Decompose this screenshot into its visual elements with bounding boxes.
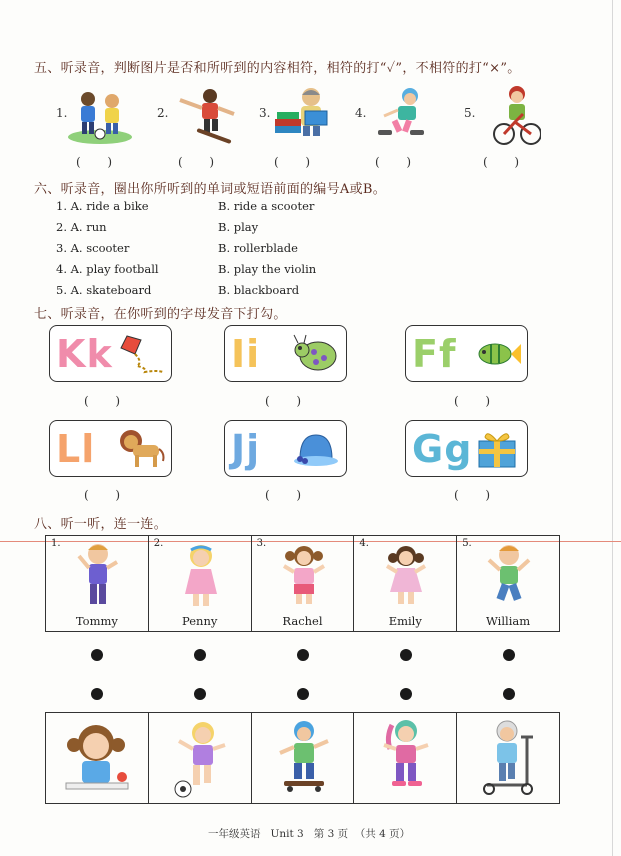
letter-card-jj [224, 420, 347, 477]
option-2a[interactable]: 2. A. run [56, 220, 107, 234]
letter-card-ii-letters: Ii [231, 332, 261, 376]
person-cell [251, 536, 354, 632]
item2-answer-paren[interactable]: ( ) [178, 155, 215, 169]
person-cell [46, 536, 149, 632]
person-number: 1. [51, 538, 61, 549]
person-name: Emily [388, 614, 422, 628]
kite-icon [117, 332, 165, 374]
person-name: Rachel [282, 614, 323, 628]
bottom-match-dot[interactable] [400, 688, 412, 700]
people-grid [45, 535, 560, 632]
section8-title: 八、听一听，连一连。 [34, 517, 168, 532]
top-match-dot[interactable] [400, 649, 412, 661]
boy-jumping-icon [487, 542, 531, 610]
card-ff-answer-paren[interactable]: ( ) [454, 394, 491, 408]
item1-answer-paren[interactable]: ( ) [76, 155, 113, 169]
bottom-match-dot[interactable] [91, 688, 103, 700]
girl-rollerblading-icon [372, 86, 430, 142]
person-cell [354, 536, 457, 632]
girl-playing-football-icon [171, 717, 231, 799]
section7-title: 七、听录音，在你听到的字母发音下打勾。 [34, 307, 287, 322]
person-number: 4. [359, 538, 369, 549]
letter-card-ff-letters: Ff [412, 332, 457, 376]
card-kk-answer-paren[interactable]: ( ) [84, 394, 121, 408]
top-match-dot[interactable] [194, 649, 206, 661]
option-5b[interactable]: B. blackboard [218, 283, 300, 297]
gift-icon [473, 427, 521, 469]
letter-card-kk [49, 325, 172, 382]
bottom-match-dot[interactable] [194, 688, 206, 700]
girl-pigtails-icon [282, 542, 326, 610]
lion-icon [117, 427, 165, 469]
boy-riding-bike-icon [493, 84, 541, 150]
person-number: 3. [256, 538, 267, 549]
card-ii-answer-paren[interactable]: ( ) [265, 394, 302, 408]
letter-card-gg [405, 420, 528, 477]
card-jj-answer-paren[interactable]: ( ) [265, 488, 302, 502]
option-4a[interactable]: 4. A. play football [56, 262, 159, 276]
jelly-icon [292, 427, 340, 469]
ladybug-icon [292, 332, 340, 374]
top-match-dot[interactable] [91, 649, 103, 661]
option-1b[interactable]: B. ride a scooter [218, 199, 315, 213]
option-2b[interactable]: B. play [218, 220, 259, 234]
boy-skateboarding-icon [274, 717, 334, 799]
bottom-match-dot[interactable] [503, 688, 515, 700]
activities-grid [45, 712, 560, 804]
girl-dress-icon [384, 542, 428, 610]
page-edge-line [612, 0, 613, 856]
item2-number: 2. [157, 106, 169, 120]
letter-card-kk-letters: Kk [56, 332, 113, 376]
letter-card-gg-letters: Gg [412, 427, 473, 471]
person-name: Tommy [75, 614, 118, 628]
option-4b[interactable]: B. play the violin [218, 262, 317, 276]
bottom-match-dot[interactable] [297, 688, 309, 700]
item3-answer-paren[interactable]: ( ) [274, 155, 311, 169]
item5-number: 5. [464, 106, 476, 120]
top-match-dot[interactable] [503, 649, 515, 661]
kids-playing-football-icon [66, 87, 134, 145]
top-match-dot[interactable] [297, 649, 309, 661]
person-name: William [486, 614, 531, 628]
girl-drawing-icon [60, 719, 134, 797]
section5-title: 五、听录音，判断图片是否和所听到的内容相符，相符的打“✓”，不相符的打“×”。 [34, 61, 521, 76]
activity-cell [46, 713, 149, 804]
page-footer: 一年级英语 Unit 3 第 3 页 （共 4 页） [208, 828, 411, 840]
fish-icon [473, 332, 521, 374]
option-3b[interactable]: B. rollerblade [218, 241, 298, 255]
item3-number: 3. [259, 106, 271, 120]
letter-card-ff [405, 325, 528, 382]
activity-cell [251, 713, 354, 804]
person-number: 5. [462, 538, 472, 549]
item4-answer-paren[interactable]: ( ) [375, 155, 412, 169]
letter-card-ll-letters: Ll [56, 427, 96, 471]
boy-riding-scooter-icon [477, 717, 541, 799]
item5-answer-paren[interactable]: ( ) [483, 155, 520, 169]
girl-rollerblading-icon [376, 717, 436, 799]
boy-skateboarding-icon [174, 84, 240, 144]
item4-number: 4. [355, 106, 367, 120]
person-number: 2. [153, 538, 164, 549]
letter-card-ii [224, 325, 347, 382]
person-name: Penny [182, 614, 218, 628]
option-5a[interactable]: 5. A. skateboard [56, 283, 152, 297]
letter-card-ll [49, 420, 172, 477]
girl-headband-icon [179, 542, 223, 610]
card-ll-answer-paren[interactable]: ( ) [84, 488, 121, 502]
option-1a[interactable]: 1. A. ride a bike [56, 199, 149, 213]
activity-cell [354, 713, 457, 804]
section6-title: 六、听录音，圈出你所听到的单词或短语前面的编号A或B。 [34, 182, 387, 197]
boy-reading-icon [273, 85, 335, 139]
person-cell [148, 536, 251, 632]
card-gg-answer-paren[interactable]: ( ) [454, 488, 491, 502]
boy-waving-icon [76, 542, 120, 610]
activity-cell [457, 713, 560, 804]
letter-card-jj-letters: Jj [231, 427, 261, 471]
item1-number: 1. [56, 106, 68, 120]
activity-cell [148, 713, 251, 804]
person-cell [457, 536, 560, 632]
option-3a[interactable]: 3. A. scooter [56, 241, 130, 255]
